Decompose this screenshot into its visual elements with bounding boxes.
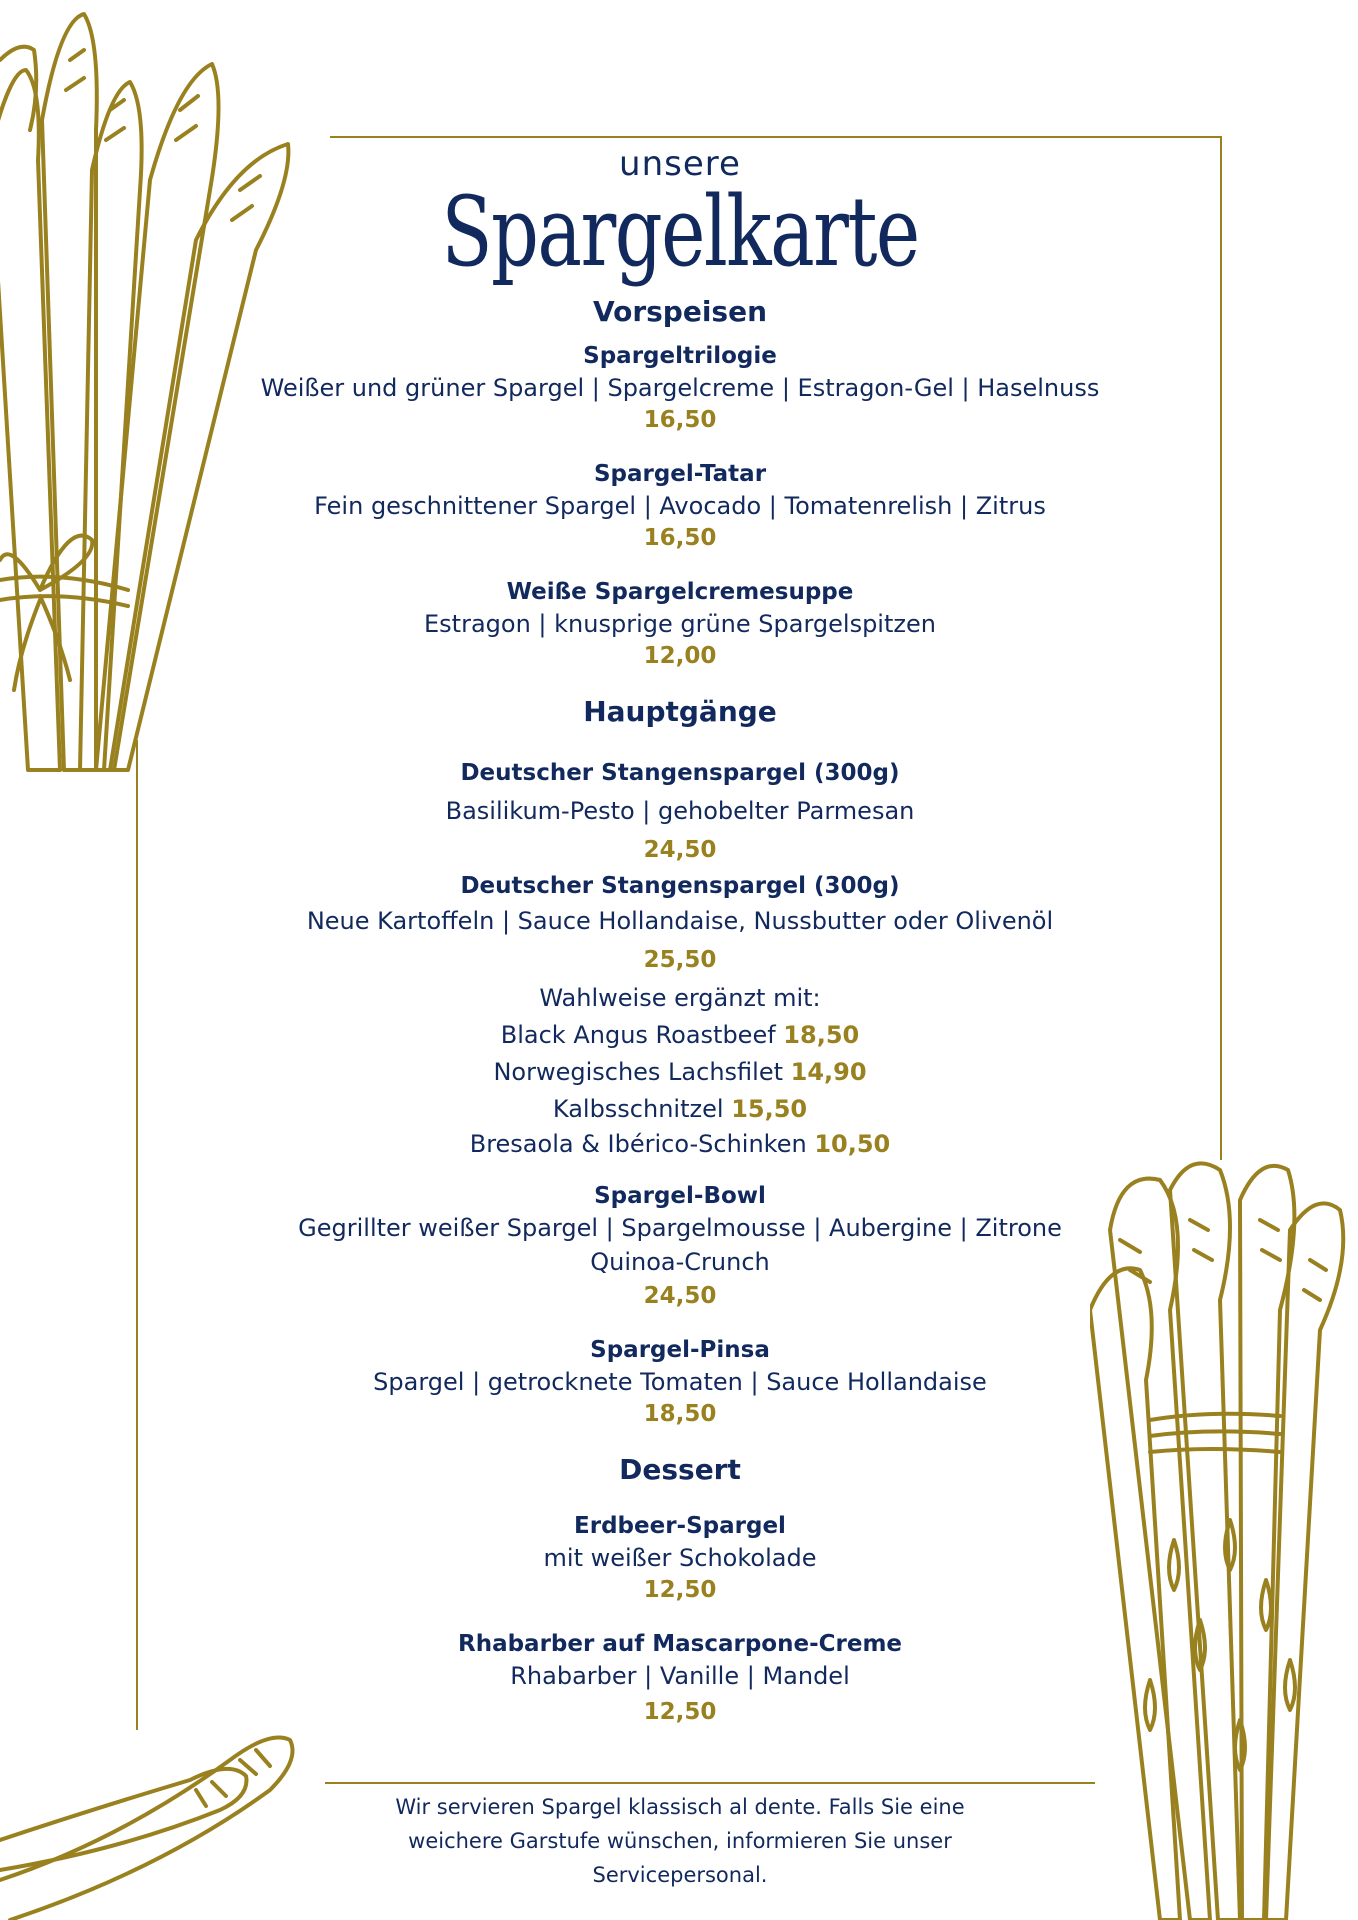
dish-description: Neue Kartoffeln | Sauce Hollandaise, Nussbutter oder Olivenöl [306,907,1054,935]
dish-description: Gegrillter weißer Spargel | Spargelmousse | Aubergine | Zitrone [298,1214,1062,1242]
section-title-dessert: Dessert [619,1453,741,1486]
extras-label: Wahlweise ergänzt mit: [539,984,821,1012]
dish-name: Spargel-Bowl [594,1183,766,1209]
dish-item [160,1628,1200,1732]
dish-item [160,754,1200,870]
dish-name: Weiße Spargelcremesuppe [506,579,854,605]
extra-name: Kalbsschnitzel [552,1095,724,1123]
dish-description: Spargel | getrocknete Tomaten | Sauce Hollandaise [373,1368,987,1396]
dish-item [160,576,1200,672]
dish-price: 12,50 [643,1577,717,1603]
dish-name: Deutscher Stangenspargel (300g) [460,873,900,899]
dish-name: Erdbeer-Spargel [574,1513,786,1539]
dish-description: Estragon | knusprige grüne Spargelspitzen [424,610,936,638]
menu-intro: unsere [619,144,741,184]
dish-price: 16,50 [643,525,717,551]
extra-name: Norwegisches Lachsfilet [493,1058,783,1086]
footer-line: Wir servieren Spargel klassisch al dente. Falls Sie eine [395,1795,965,1819]
dish-item [160,870,1200,980]
section-title-mains: Hauptgänge [583,695,777,728]
extra-item [160,1054,1200,1091]
dish-item [160,340,1200,436]
dish-price: 12,50 [643,1699,717,1725]
dish-name: Spargeltrilogie [583,343,777,369]
dish-price: 18,50 [643,1401,717,1427]
dish-item [160,1510,1200,1606]
dish-name: Deutscher Stangenspargel (300g) [460,760,900,786]
menu-content [160,138,1200,1754]
section-title-starters: Vorspeisen [592,295,768,328]
menu-title: Spargelkarte [441,176,919,288]
dish-description: Fein geschnittener Spargel | Avocado | Tomatenrelish | Zitrus [314,492,1046,520]
dish-price: 12,00 [643,643,717,669]
extra-item [160,1091,1200,1128]
dish-price: 24,50 [643,837,717,863]
extras-block [160,980,1200,1160]
dish-item [160,1180,1200,1312]
footer-line: weichere Garstufe wünschen, informieren Sie unser [408,1829,952,1853]
extra-item [160,1017,1200,1054]
extra-price: 10,50 [814,1130,891,1158]
extra-price: 15,50 [731,1095,808,1123]
dish-price: 24,50 [643,1283,717,1309]
dish-description-continued: Quinoa-Crunch [590,1248,770,1276]
dish-name: Rhabarber auf Mascarpone-Creme [457,1631,903,1657]
dish-description: mit weißer Schokolade [543,1544,817,1572]
dish-price: 16,50 [643,407,717,433]
footer-note [340,1790,1020,1892]
extra-price: 18,50 [783,1021,860,1049]
dish-item [160,458,1200,554]
dish-description: Weißer und grüner Spargel | Spargelcreme | Estragon-Gel | Haselnuss [260,374,1100,402]
dish-item [160,1334,1200,1430]
footer-line: Servicepersonal. [592,1863,768,1887]
extra-name: Black Angus Roastbeef [500,1021,776,1049]
extra-item [160,1128,1200,1160]
dish-name: Spargel-Pinsa [590,1337,770,1363]
dish-description: Basilikum-Pesto | gehobelter Parmesan [445,797,915,825]
dish-price: 25,50 [643,947,717,973]
extra-name: Bresaola & Ibérico-Schinken [469,1130,807,1158]
dish-description: Rhabarber | Vanille | Mandel [510,1662,850,1690]
dish-name: Spargel-Tatar [593,461,767,487]
extra-price: 14,90 [790,1058,867,1086]
